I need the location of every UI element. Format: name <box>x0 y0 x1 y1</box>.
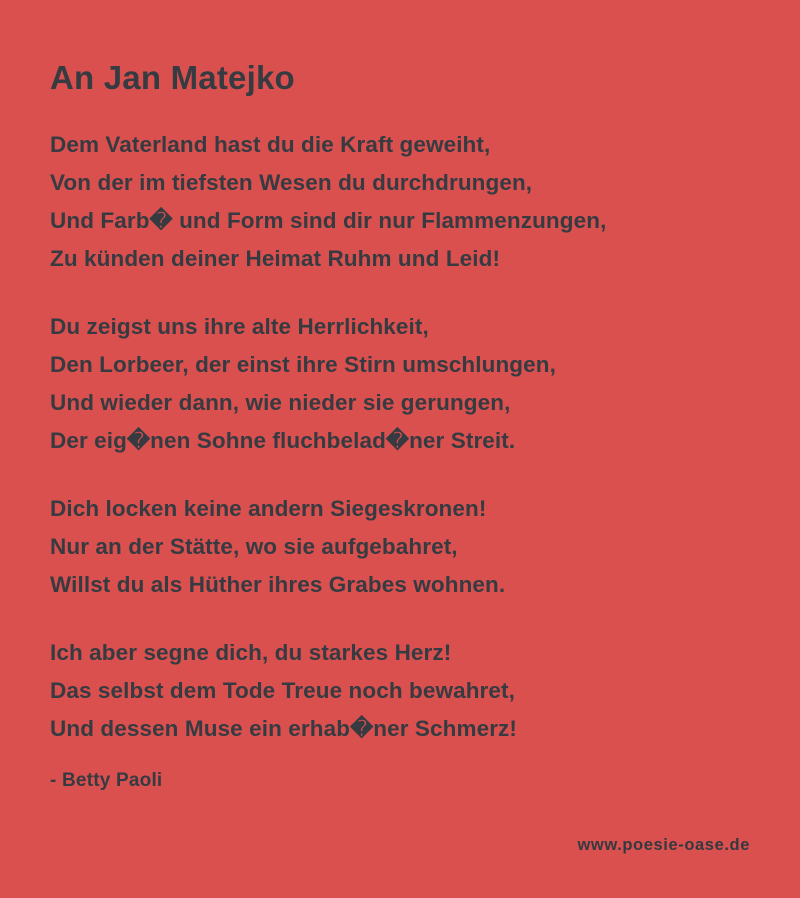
verse-line: Und Farb� und Form sind dir nur Flammenzungen, <box>50 207 607 233</box>
stanza <box>50 308 750 460</box>
stanza <box>50 490 750 604</box>
verse-line: Und wieder dann, wie nieder sie gerungen, <box>50 389 511 415</box>
verse-line: Der eig�nen Sohne fluchbelad�ner Streit. <box>50 427 516 453</box>
verse-line: Willst du als Hüther ihres Grabes wohnen. <box>50 571 506 597</box>
site-credit: www.poesie-oase.de <box>577 836 750 854</box>
page-title: An Jan Matejko <box>50 59 295 96</box>
verse-line: Du zeigst uns ihre alte Herrlichkeit, <box>50 313 429 339</box>
verse-line: Ich aber segne dich, du starkes Herz! <box>50 639 452 665</box>
verse-line: Zu künden deiner Heimat Ruhm und Leid! <box>50 245 501 271</box>
verse-line: Dem Vaterland hast du die Kraft geweiht, <box>50 131 491 157</box>
verse-line: Den Lorbeer, der einst ihre Stirn umschlungen, <box>50 351 556 377</box>
stanza <box>50 126 750 278</box>
verse-line: Dich locken keine andern Siegeskronen! <box>50 495 487 521</box>
verse-line: Und dessen Muse ein erhab�ner Schmerz! <box>50 715 517 741</box>
verse-line: Von der im tiefsten Wesen du durchdrungen, <box>50 169 533 195</box>
stanza <box>50 634 750 748</box>
poem-author: - Betty Paoli <box>50 769 163 791</box>
verse-line: Nur an der Stätte, wo sie aufgebahret, <box>50 533 458 559</box>
verse-line: Das selbst dem Tode Treue noch bewahret, <box>50 677 515 703</box>
